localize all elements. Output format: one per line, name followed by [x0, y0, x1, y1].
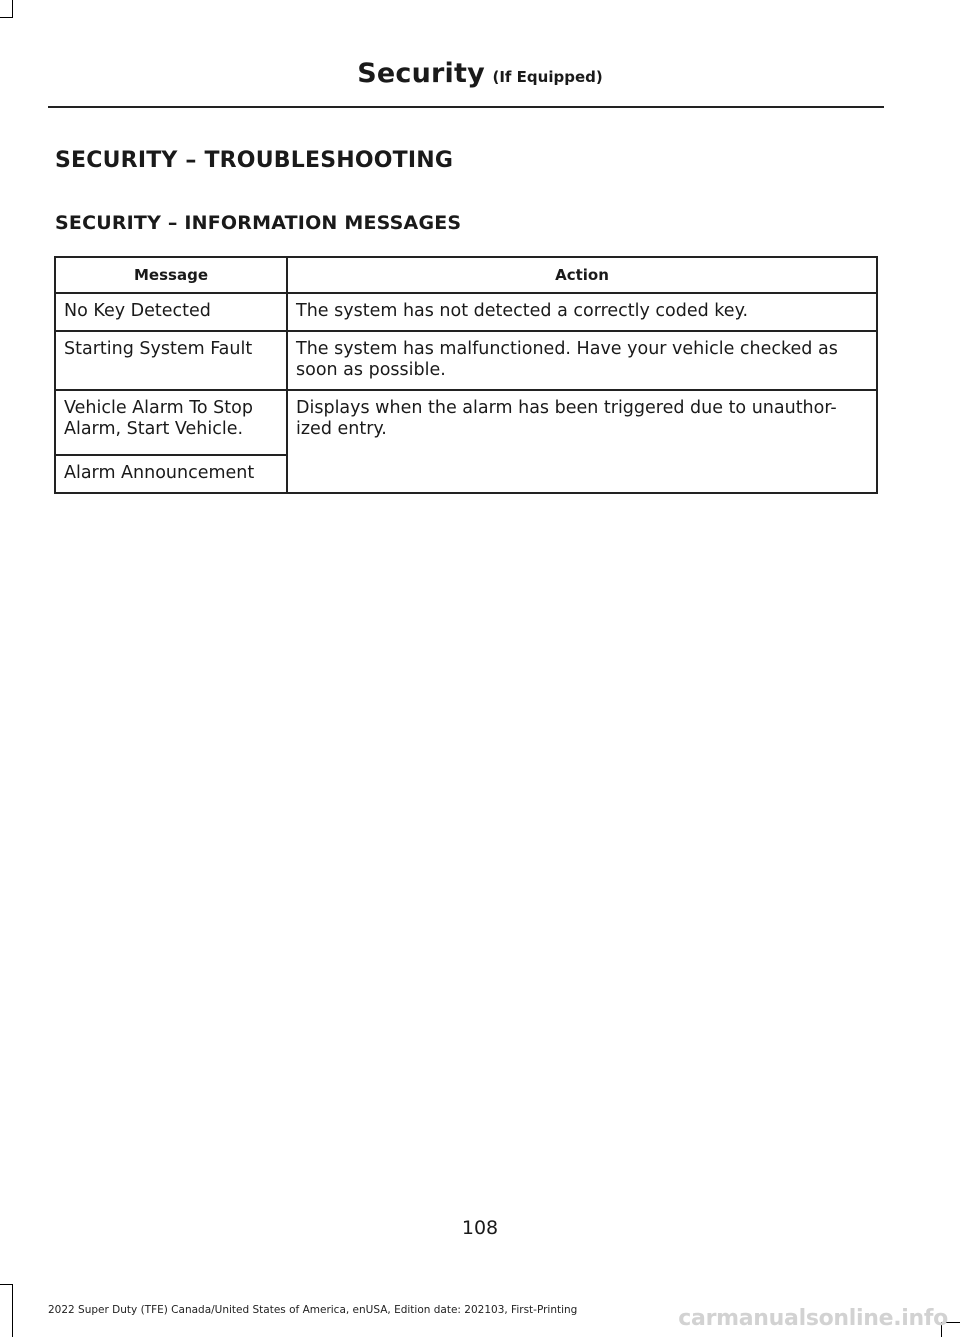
- page-number: 108: [461, 1217, 499, 1239]
- crop-mark: [12, 0, 13, 18]
- footer-edition-info: 2022 Super Duty (TFE) Canada/United States of America, enUSA, Edition date: 202103, First-Printing: [48, 1304, 578, 1316]
- crop-mark: [12, 1284, 13, 1337]
- column-header-message: Message: [55, 257, 287, 293]
- messages-table: [54, 256, 878, 494]
- action-cell: Displays when the alarm has been triggered due to unauthor-ized entry.: [287, 390, 877, 493]
- table-row: [55, 390, 877, 455]
- table-header-row: [55, 257, 877, 293]
- header-title: Security: [357, 58, 485, 89]
- header-subtitle: (If Equipped): [492, 68, 603, 86]
- action-cell: The system has malfunctioned. Have your vehicle checked as soon as possible.: [287, 331, 877, 390]
- action-cell: The system has not detected a correctly coded key.: [287, 293, 877, 331]
- message-cell: Vehicle Alarm To Stop Alarm, Start Vehicle.: [55, 390, 287, 455]
- watermark-text: carmanualsonline.info: [678, 1306, 948, 1331]
- message-cell: Alarm Announcement: [55, 455, 287, 493]
- column-header-action: Action: [287, 257, 877, 293]
- message-cell: Starting System Fault: [55, 331, 287, 390]
- subsection-title: SECURITY – INFORMATION MESSAGES: [55, 212, 462, 234]
- table-row: [55, 293, 877, 331]
- table-row: [55, 331, 877, 390]
- section-title: SECURITY – TROUBLESHOOTING: [55, 148, 454, 173]
- message-cell: No Key Detected: [55, 293, 287, 331]
- crop-mark: [0, 17, 12, 18]
- header-divider: [48, 106, 884, 108]
- crop-mark: [0, 1284, 12, 1285]
- running-header: [0, 58, 960, 89]
